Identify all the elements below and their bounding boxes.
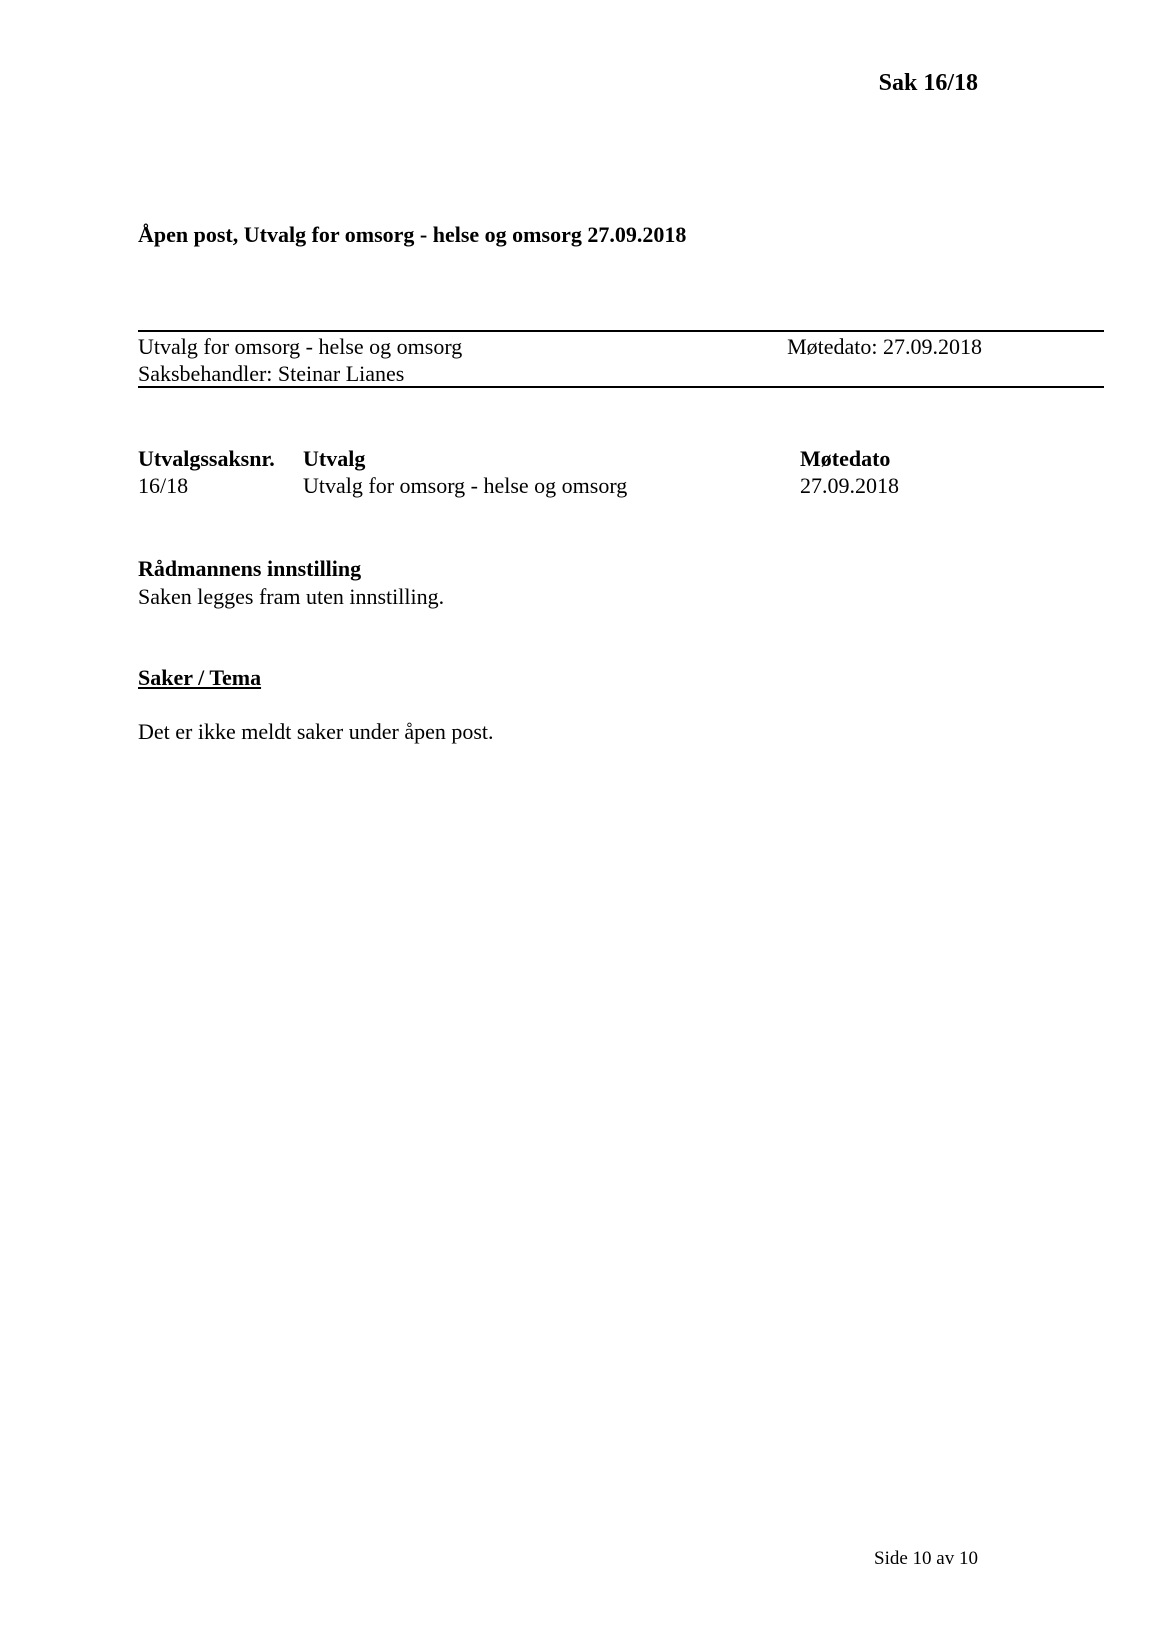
table-header-case-number: Utvalgssaksnr. bbox=[138, 446, 275, 471]
info-box-top-rule bbox=[138, 330, 1104, 332]
table-cell-meeting-date: 27.09.2018 bbox=[800, 473, 899, 498]
info-box-bottom-rule bbox=[138, 386, 1104, 388]
table-header-committee: Utvalg bbox=[303, 446, 366, 471]
table-header-meeting-date: Møtedato bbox=[800, 446, 891, 471]
recommendation-text: Saken legges fram uten innstilling. bbox=[138, 584, 445, 609]
topics-heading: Saker / Tema bbox=[138, 665, 262, 690]
table-cell-case-number: 16/18 bbox=[138, 473, 189, 498]
case-reference: Sak 16/18 bbox=[878, 70, 978, 96]
info-case-handler: Saksbehandler: Steinar Lianes bbox=[138, 361, 405, 386]
topics-text: Det er ikke meldt saker under åpen post. bbox=[138, 719, 494, 744]
info-meeting-date: Møtedato: 27.09.2018 bbox=[787, 334, 982, 359]
table-cell-committee: Utvalg for omsorg - helse og omsorg bbox=[303, 473, 628, 498]
page-title: Åpen post, Utvalg for omsorg - helse og omsorg 27.09.2018 bbox=[138, 222, 687, 247]
info-committee: Utvalg for omsorg - helse og omsorg bbox=[138, 334, 463, 359]
recommendation-heading: Rådmannens innstilling bbox=[138, 556, 362, 581]
page-number: Side 10 av 10 bbox=[874, 1548, 978, 1569]
